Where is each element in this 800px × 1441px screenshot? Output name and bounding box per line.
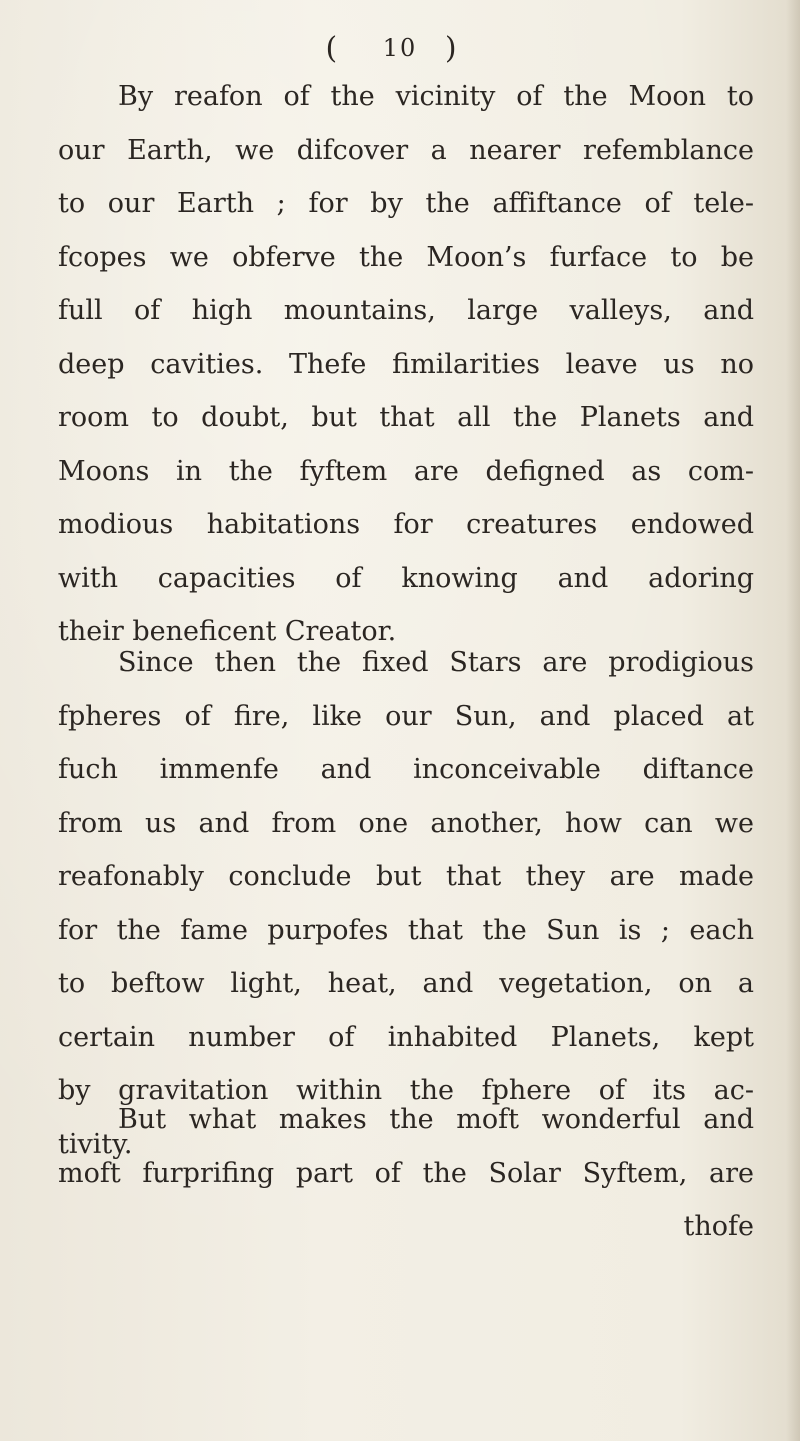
text-line: fuch immenfe and inconceivable diftance bbox=[58, 754, 754, 785]
page-header bbox=[0, 26, 800, 71]
text-line: to our Earth ; for by the affiftance of tele- bbox=[58, 188, 754, 219]
text-line: tivity. bbox=[58, 1128, 133, 1160]
text-line: Moons in the fyftem are defigned as com- bbox=[58, 455, 754, 487]
text-line: By reafon of the vicinity of the Moon to bbox=[118, 81, 754, 112]
text-line: to beftow light, heat, and vegetation, on a bbox=[58, 968, 754, 999]
paragraph-1 bbox=[58, 70, 754, 659]
paragraph-2 bbox=[58, 636, 754, 1171]
text-line: modious habitations for creatures endowed bbox=[58, 509, 754, 540]
text-line: their beneficent Creator. bbox=[58, 616, 397, 647]
catchword: thofe bbox=[683, 1211, 754, 1242]
text-line: room to doubt, but that all the Planets and bbox=[58, 402, 754, 433]
header-open-paren: ( bbox=[325, 31, 356, 66]
header-close-paren: ) bbox=[444, 31, 475, 66]
text-line: fcopes we obferve the Moon’s furface to be bbox=[58, 241, 754, 273]
text-line: reafonably conclude but that they are made bbox=[58, 861, 754, 892]
text-line: moft furprifing part of the Solar Syftem, are bbox=[58, 1157, 754, 1189]
text-line: fpheres of fire, like our Sun, and placed at bbox=[58, 700, 754, 732]
text-line: our Earth, we difcover a nearer refemblance bbox=[58, 134, 754, 166]
text-line: full of high mountains, large valleys, and bbox=[58, 295, 754, 326]
text-line: deep cavities. Thefe fimilarities leave us no bbox=[58, 348, 754, 380]
page-number: 10 bbox=[382, 34, 418, 62]
text-line: from us and from one another, how can we bbox=[58, 807, 754, 839]
text-line: for the fame purpofes that the Sun is ; each bbox=[58, 914, 754, 946]
text-line: with capacities of knowing and adoring bbox=[58, 562, 754, 594]
text-line: Since then the fixed Stars are prodigious bbox=[118, 647, 754, 678]
text-line: by gravitation within the fphere of its ac- bbox=[58, 1075, 754, 1106]
text-line: But what makes the moft wonderful and bbox=[118, 1104, 754, 1135]
page-edge-shadow bbox=[786, 0, 800, 1441]
text-line: certain number of inhabited Planets, kept bbox=[58, 1021, 754, 1053]
paragraph-3 bbox=[58, 1093, 754, 1254]
